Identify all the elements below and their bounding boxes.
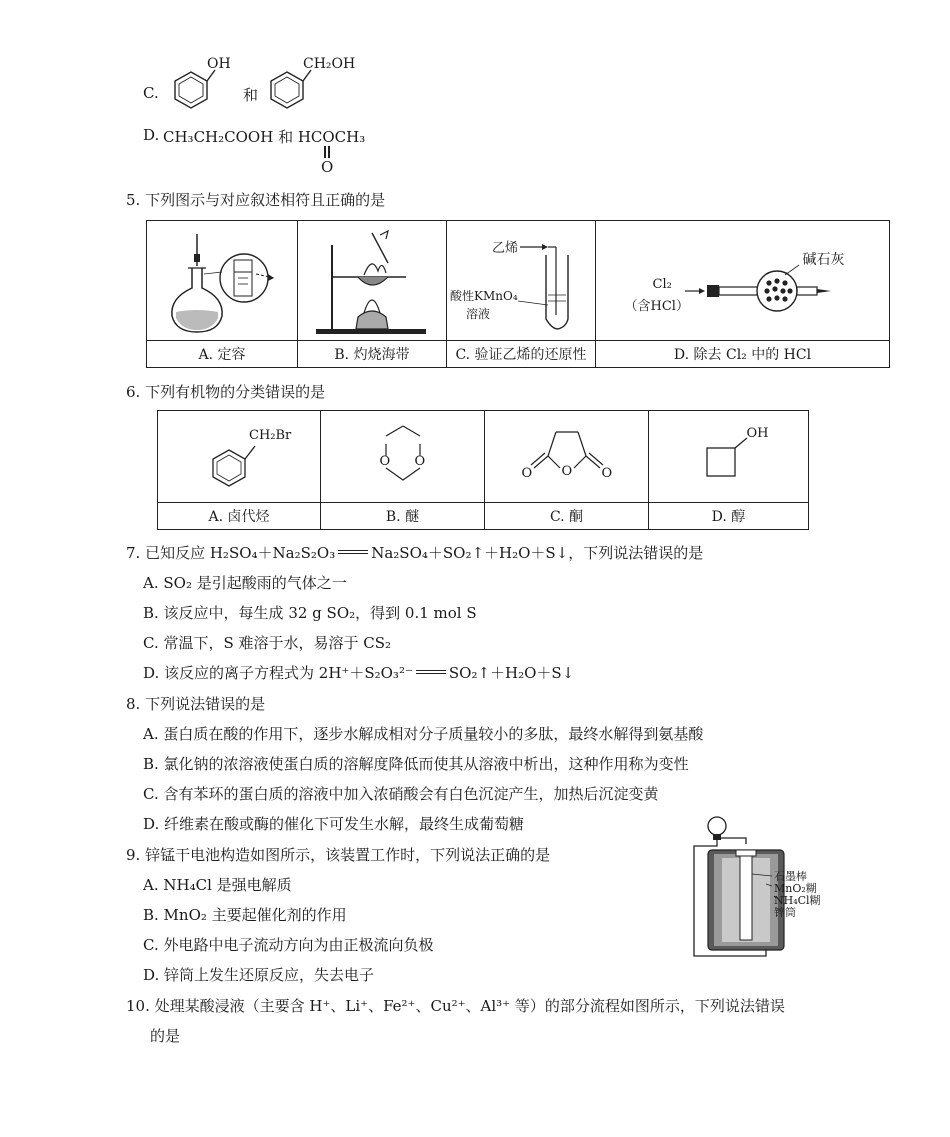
q8-stem: 8. 下列说法错误的是 — [126, 695, 266, 713]
q8-option-c: C. 含有苯环的蛋白质的溶液中加入浓硝酸会有白色沉淀产生，加热后沉淀变黄 — [143, 785, 659, 803]
q5-caption-c: C. 验证乙烯的还原性 — [447, 341, 596, 368]
q7-stem-products: Na₂SO₄＋SO₂↑＋H₂O＋S↓，下列说法错误的是 — [371, 544, 704, 562]
q5-caption-a: A. 定容 — [147, 341, 298, 368]
q6-caption-b: B. 醚 — [321, 503, 485, 530]
soda-lime-label: 碱石灰 — [802, 251, 845, 268]
drying-tube-illustration — [603, 225, 883, 337]
q9-option-a: A. NH₄Cl 是强电解质 — [143, 876, 292, 894]
reagent-label-2: 溶液 — [466, 306, 491, 321]
q5-caption-d: D. 除去 Cl₂ 中的 HCl — [596, 341, 890, 368]
q8-option-b: B. 氯化钠的浓溶液使蛋白质的溶解度降低而使其从溶液中析出，这种作用称为变性 — [143, 755, 689, 773]
nh4cl-paste-label: NH₄Cl糊 — [774, 894, 821, 907]
benzyl-bromide-structure — [199, 434, 269, 498]
carbonyl-oxygen: O — [521, 465, 533, 481]
q5-figure-a — [147, 221, 298, 341]
q5-stem: 5. 下列图示与对应叙述相符且正确的是 — [126, 191, 386, 209]
zinc-can-label: 锌筒 — [774, 906, 796, 919]
q6-figure-c — [485, 411, 649, 503]
q7-option-d-rhs: SO₂↑＋H₂O＋S↓ — [448, 664, 575, 682]
q7-option-d — [143, 663, 574, 683]
conjunction: 和 — [243, 86, 259, 104]
ch2oh-group: CH₂OH — [303, 56, 356, 72]
hcl-label: （含HCl） — [624, 298, 689, 314]
oh-group: OH — [746, 425, 769, 441]
formula-text: CH₃CH₂COOH 和 HCOCH₃ — [163, 128, 366, 146]
q5-caption-b: B. 灼烧海带 — [298, 341, 447, 368]
mno2-paste-label: MnO₂糊 — [774, 882, 817, 895]
carbonyl-bond — [328, 146, 330, 158]
ether-oxygen: O — [414, 453, 426, 469]
q10-stem-line2: 的是 — [150, 1027, 181, 1045]
q7-option-b: B. 该反应中，每生成 32 g SO₂，得到 0.1 mol S — [143, 604, 477, 622]
q8-option-a: A. 蛋白质在酸的作用下，逐步水解成相对分子质量较小的多肽，最终水解得到氨基酸 — [143, 725, 704, 743]
q5-figure-b — [298, 221, 447, 341]
q6-figure-table — [157, 410, 809, 530]
q7-stem — [126, 543, 703, 563]
q7-option-a: A. SO₂ 是引起酸雨的气体之一 — [143, 574, 347, 592]
carbonyl-oxygen: O — [601, 465, 613, 481]
equals-sign — [338, 550, 368, 554]
q6-figure-b — [321, 411, 485, 503]
option-label: C. — [143, 84, 159, 102]
q4-option-c — [143, 56, 383, 120]
carbonyl-oxygen: O — [321, 158, 334, 176]
graphite-rod-label: 石墨棒 — [774, 870, 807, 883]
q5-figure-d — [596, 221, 890, 341]
q7-stem-reactants: 7. 已知反应 H₂SO₄＋Na₂S₂O₃ — [126, 544, 336, 562]
q7-option-d-lhs: D. 该反应的离子方程式为 2H⁺＋S₂O₃²⁻ — [143, 664, 413, 682]
q9-option-c: C. 外电路中电子流动方向为由正极流向负极 — [143, 936, 434, 954]
q6-figure-a — [158, 411, 321, 503]
volumetric-flask-illustration — [152, 226, 292, 336]
ring-oxygen: O — [561, 463, 573, 479]
q6-caption-c: C. 酮 — [485, 503, 649, 530]
ether-oxygen: O — [379, 453, 391, 469]
cl2-label: Cl₂ — [652, 276, 672, 292]
q8-option-d: D. 纤维素在酸或酶的催化下可发生水解，最终生成葡萄糖 — [143, 815, 525, 833]
q9-stem: 9. 锌锰干电池构造如图所示，该装置工作时，下列说法正确的是 — [126, 846, 551, 864]
q9-option-d: D. 锌筒上发生还原反应，失去电子 — [143, 966, 375, 984]
q5-figure-c — [447, 221, 596, 341]
crucible-burner-illustration — [302, 225, 442, 337]
q6-caption-a: A. 卤代烃 — [158, 503, 321, 530]
ethylene-label: 乙烯 — [492, 240, 519, 256]
q6-caption-d: D. 醇 — [649, 503, 809, 530]
equals-sign — [416, 670, 446, 674]
ch2br-group: CH₂Br — [249, 427, 292, 443]
q9-option-b: B. MnO₂ 主要起催化剂的作用 — [143, 906, 347, 924]
dioxane-structure — [358, 414, 448, 500]
q6-stem: 6. 下列有机物的分类错误的是 — [126, 383, 326, 401]
carbonyl-bond — [324, 146, 326, 158]
succinic-anhydride-structure — [512, 414, 622, 500]
q4-option-d — [143, 126, 403, 178]
q7-option-c: C. 常温下，S 难溶于水，易溶于 CS₂ — [143, 634, 392, 652]
q6-figure-d — [649, 411, 809, 503]
q10-stem-line1: 10. 处理某酸浸液（主要含 H⁺、Li⁺、Fe²⁺、Cu²⁺、Al³⁺ 等）的部分流程如图所示，下列说法错误 — [126, 997, 785, 1015]
oh-group: OH — [207, 56, 231, 72]
reagent-label: 酸性KMnO₄ — [450, 288, 518, 303]
dry-cell-figure — [686, 814, 836, 966]
option-label: D. — [143, 126, 160, 144]
q5-figure-table — [146, 220, 890, 368]
